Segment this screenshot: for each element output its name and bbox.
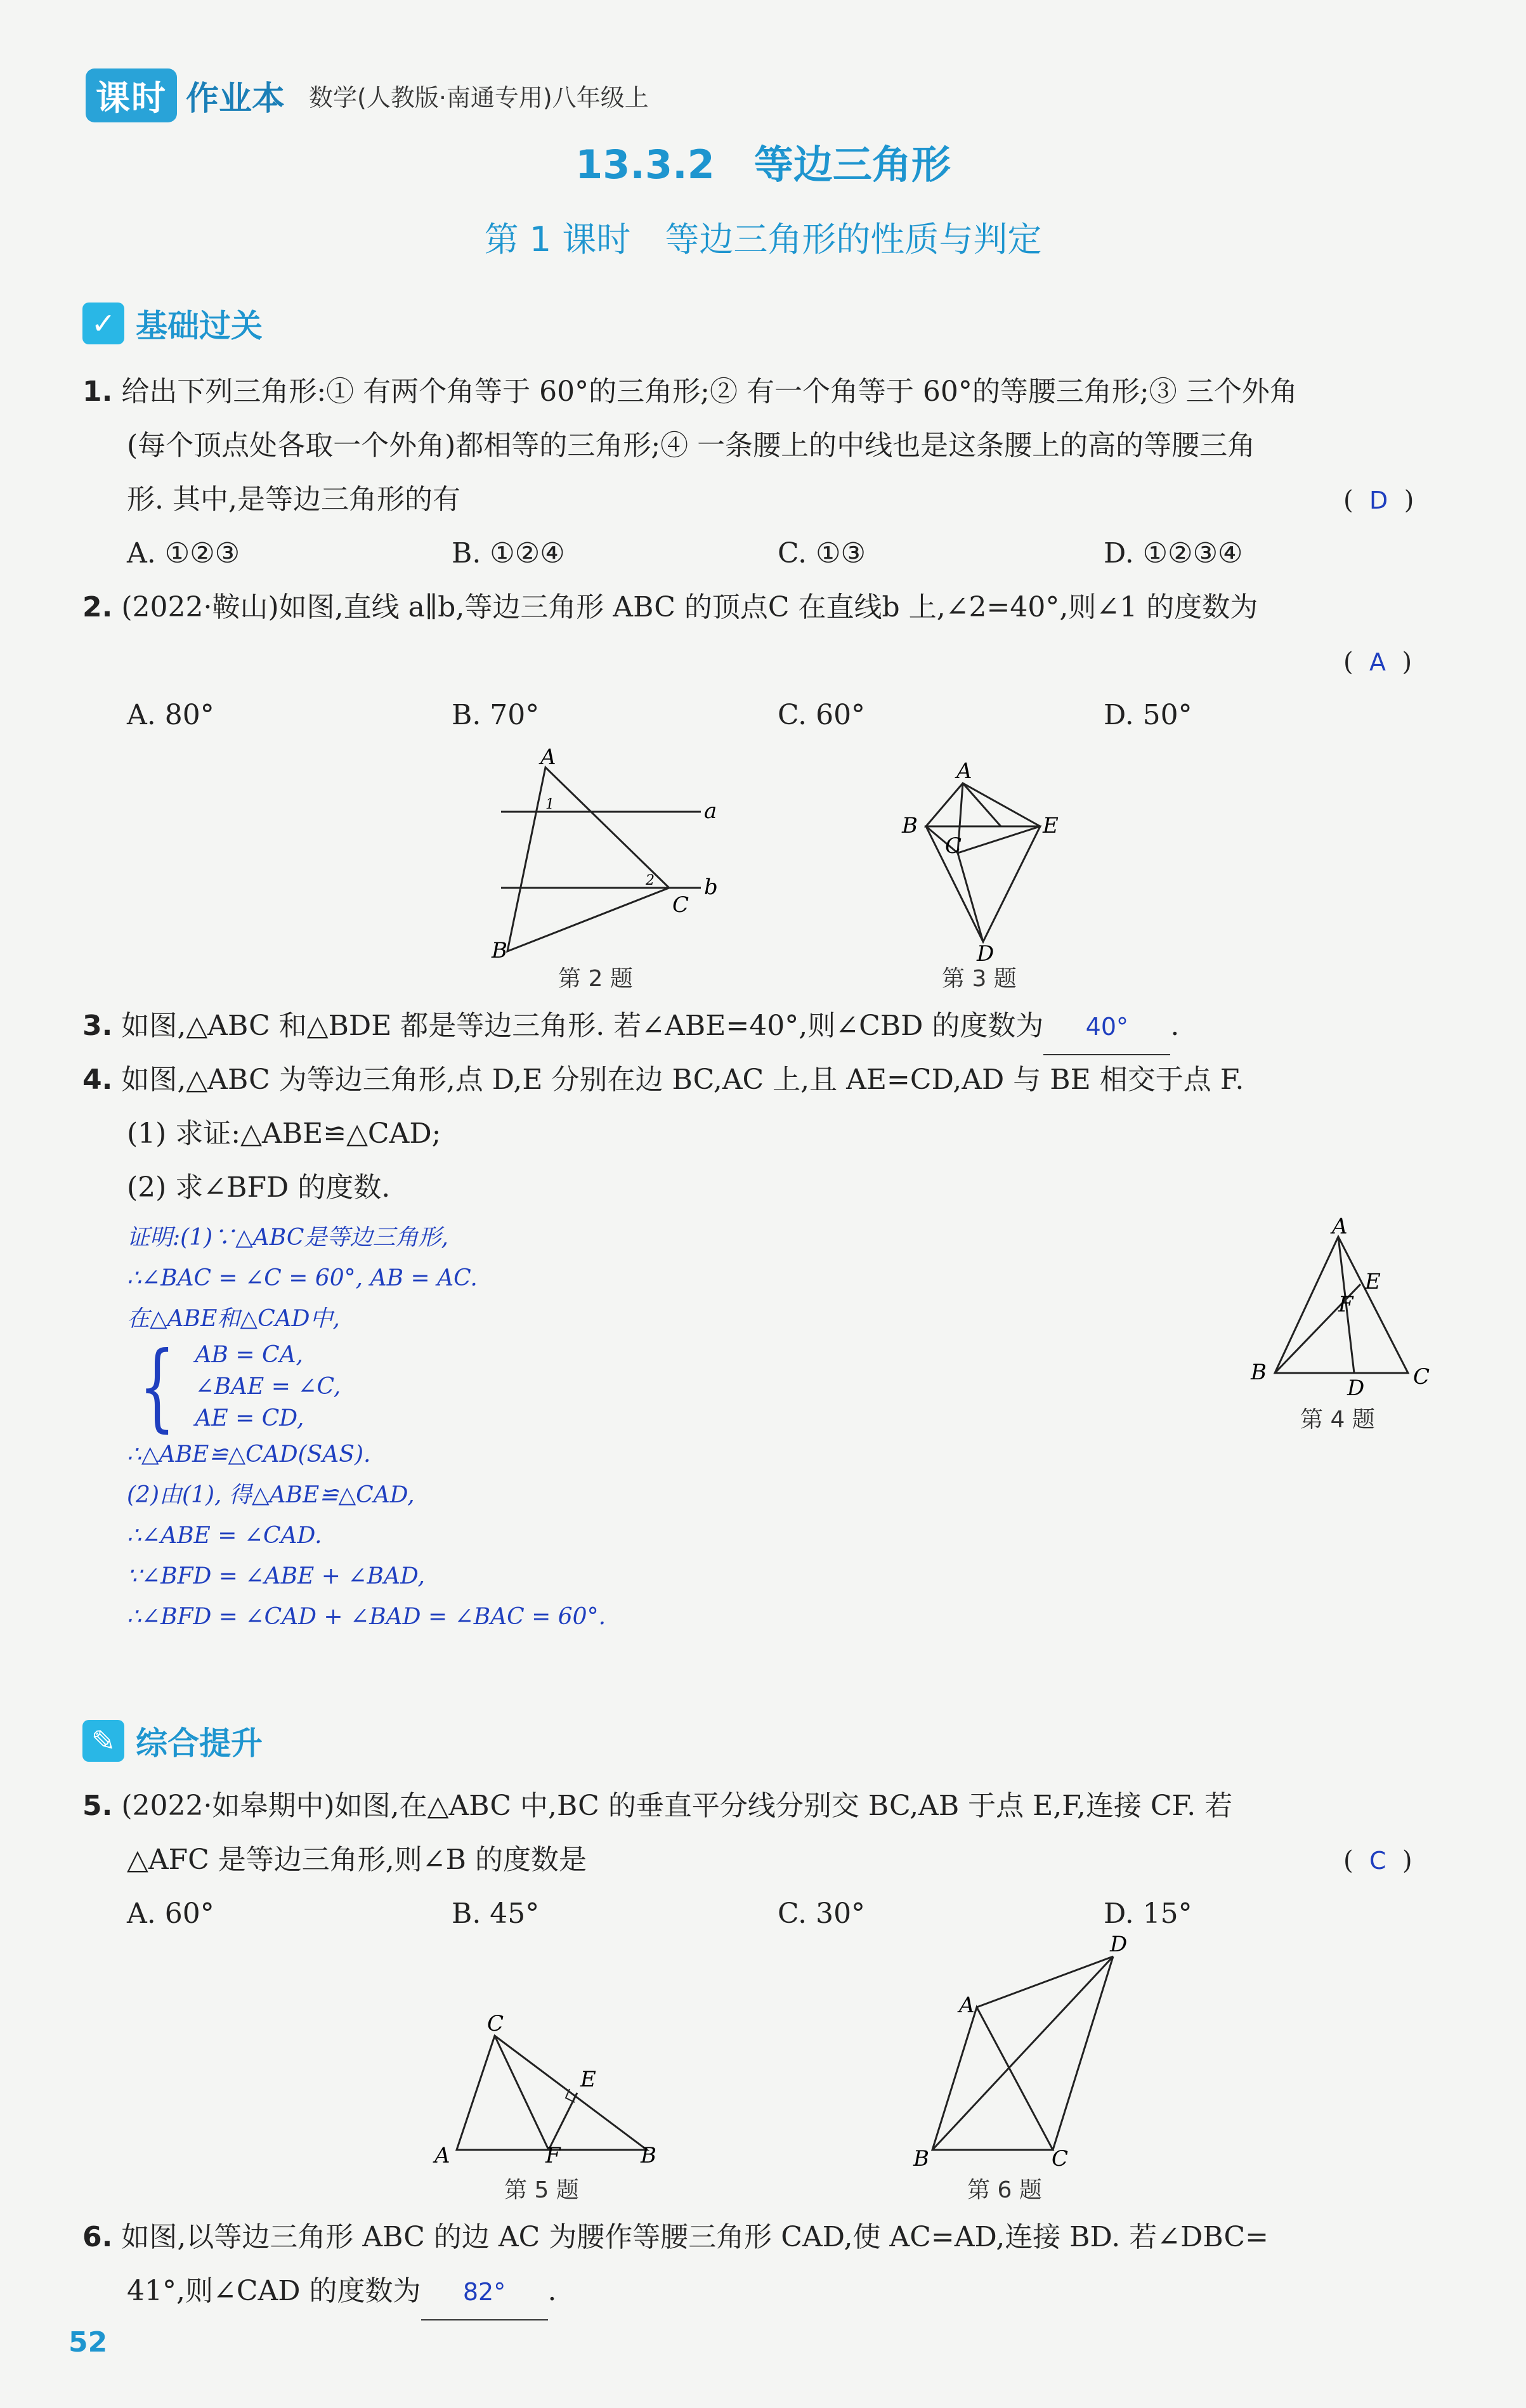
label-line-b: b — [704, 875, 718, 900]
q2-option-d: D. 50° — [1104, 699, 1192, 731]
book-brand: 作业本 — [186, 79, 285, 118]
q3-number: 3. — [82, 1010, 113, 1042]
q3-end: . — [1170, 1010, 1180, 1042]
label-c-f6: C — [1052, 2146, 1069, 2169]
label-d-f4: D — [1347, 1376, 1365, 1395]
q6-end: . — [547, 2275, 557, 2307]
q1-option-b: B. ①②④ — [452, 537, 565, 569]
q1-answer-box: ( D ) — [1343, 486, 1414, 515]
figure-5 — [419, 2010, 672, 2169]
segment-bd — [932, 1956, 1113, 2150]
figure-5-caption: 第 5 题 — [504, 2177, 579, 2203]
q4 — [82, 1053, 1244, 1107]
figure-2-caption: 第 2 题 — [558, 966, 633, 992]
q1-line2: (每个顶点处各取一个外角)都相等的三角形;④ 一条腰上的中线也是这条腰上的高的等腰三角 — [127, 429, 1256, 462]
q2-line1: (2022·鞍山)如图,直线 a∥b,等边三角形 ABC 的顶点C 在直线b 上,∠2=40°,则∠1 的度数为 — [121, 591, 1258, 623]
q1-line1: 给出下列三角形:① 有两个角等于 60°的三角形;② 有一个角等于 60°的等腰三角形;③ 三个外角 — [121, 375, 1298, 408]
check-icon: ✓ — [82, 303, 124, 344]
q6-number: 6. — [82, 2221, 113, 2253]
q5-line2: △AFC 是等边三角形,则∠B 的度数是 — [127, 1844, 587, 1876]
triangle-abc-f3 — [926, 783, 1001, 826]
proof-line-1: 证明:(1)∵△ABC是等边三角形, — [127, 1225, 448, 1251]
label-a: A — [540, 748, 556, 770]
figure-4 — [1243, 1218, 1446, 1395]
q2 — [82, 580, 1258, 634]
segment-cf — [495, 2036, 549, 2150]
label-b-f6: B — [913, 2146, 929, 2169]
q5-number: 5. — [82, 1790, 113, 1822]
q1-option-c: C. ①③ — [778, 537, 866, 569]
page-number: 52 — [68, 2326, 108, 2359]
q5-option-c: C. 30° — [778, 1897, 866, 1930]
label-b-f4: B — [1251, 1360, 1267, 1385]
segment-dc — [1053, 1956, 1113, 2150]
proof-line-3: 在△ABE和△CAD中, — [127, 1306, 340, 1332]
q6-line1: 如图,以等边三角形 ABC 的边 AC 为腰作等腰三角形 CAD,使 AC=AD,连接 BD. 若∠DBC= — [121, 2221, 1269, 2253]
label-angle-1: 1 — [545, 797, 554, 812]
label-b-f5: B — [641, 2143, 656, 2168]
page-header — [86, 70, 649, 120]
figure-3 — [888, 758, 1091, 961]
q2-answer-box: ( A ) — [1343, 648, 1412, 677]
triangle-abc-f6 — [932, 2007, 1053, 2150]
q5 — [82, 1779, 1232, 1833]
q1-option-a: A. ①②③ — [127, 537, 240, 569]
label-b: B — [492, 938, 507, 963]
label-line-a: a — [704, 798, 717, 824]
proof-line-9: ∴∠ABE = ∠CAD. — [127, 1523, 322, 1549]
q2-option-a: A. 80° — [127, 699, 214, 731]
label-a-f4: A — [1332, 1218, 1348, 1239]
q1-answer: D — [1369, 486, 1388, 514]
q1-number: 1. — [82, 375, 113, 408]
proof-system — [127, 1332, 606, 1442]
q2-option-b: B. 70° — [452, 699, 540, 731]
label-angle-2: 2 — [646, 873, 655, 888]
proof-line-7: ∴△ABE≌△CAD(SAS). — [127, 1442, 371, 1468]
label-f-f5: F — [545, 2143, 561, 2168]
proof-line-11: ∴∠BFD = ∠CAD + ∠BAD = ∠BAC = 60°. — [127, 1604, 606, 1630]
triangle-bde — [926, 826, 1040, 942]
label-c-f5: C — [487, 2011, 504, 2036]
segment-ce — [958, 826, 1040, 853]
q5-line1: (2022·如皋期中)如图,在△ABC 中,BC 的垂直平分线分别交 BC,AB 于点 E,F,连接 CF. 若 — [121, 1790, 1233, 1822]
q5-answer: C — [1369, 1847, 1386, 1875]
book-subject: 数学(人教版·南通专用)八年级上 — [309, 83, 649, 112]
proof-line-2: ∴∠BAC = ∠C = 60°, AB = AC. — [127, 1265, 478, 1291]
basic-section-header — [82, 298, 263, 349]
label-e-f3: E — [1043, 813, 1059, 838]
book-logo: 课时 — [86, 68, 177, 122]
q4-sub2: (2) 求∠BFD 的度数. — [127, 1171, 391, 1204]
brace-icon: { — [139, 1332, 176, 1442]
label-e-f4: E — [1365, 1269, 1381, 1294]
label-c-f3: C — [945, 833, 962, 859]
label-d-f3: D — [977, 941, 995, 961]
q5-option-a: A. 60° — [127, 1897, 214, 1930]
label-e-f5: E — [580, 2067, 596, 2092]
q6 — [82, 2210, 1268, 2264]
label-c-f4: C — [1413, 1364, 1430, 1389]
proof-line-10: ∵∠BFD = ∠ABE + ∠BAD, — [127, 1563, 426, 1589]
figure-3-caption: 第 3 题 — [942, 966, 1017, 992]
triangle-abc-f5 — [457, 2036, 647, 2150]
pen-icon: ✎ — [82, 1720, 124, 1762]
label-a-f6: A — [959, 1993, 975, 2018]
section-title: 13.3.2 等边三角形 — [575, 141, 951, 188]
q6-line2-text: 41°,则∠CAD 的度数为 — [127, 2275, 421, 2307]
q5-option-b: B. 45° — [452, 1897, 540, 1930]
q1-option-d: D. ①②③④ — [1104, 537, 1243, 569]
q4-number: 4. — [82, 1064, 113, 1096]
figure-6 — [894, 1931, 1142, 2169]
figure-6-caption: 第 6 题 — [967, 2177, 1042, 2203]
proof-cond-2: ∠BAE = ∠C, — [195, 1374, 341, 1400]
q2-option-c: C. 60° — [778, 699, 866, 731]
q3-text: 如图,△ABC 和△BDE 都是等边三角形. 若∠ABE=40°,则∠CBD 的度数为 — [121, 1010, 1044, 1042]
q2-answer: A — [1369, 648, 1386, 676]
proof-cond-3: AE = CD, — [195, 1405, 304, 1431]
q1-line3: 形. 其中,是等边三角形的有 — [127, 483, 460, 516]
label-a-f5: A — [434, 2143, 450, 2168]
proof-line-8: (2)由(1), 得△ABE≌△CAD, — [127, 1482, 415, 1508]
q2-number: 2. — [82, 591, 113, 623]
label-d-f6: D — [1110, 1932, 1128, 1957]
q5-answer-box: ( C ) — [1343, 1846, 1412, 1875]
label-a-f3: A — [956, 758, 972, 784]
advanced-section-header — [82, 1715, 263, 1766]
label-b-f3: B — [902, 813, 918, 838]
basic-section-label: 基础过关 — [136, 308, 263, 344]
label-c: C — [672, 892, 689, 918]
q6-answer: 82° — [421, 2265, 548, 2320]
segment-ad — [977, 1956, 1113, 2007]
q1 — [82, 365, 1298, 419]
figure-4-caption: 第 4 题 — [1300, 1407, 1375, 1433]
segment-ae — [963, 783, 1040, 826]
q4-sub1: (1) 求证:△ABE≌△CAD; — [127, 1117, 441, 1150]
lesson-title: 第 1 课时 等边三角形的性质与判定 — [484, 219, 1042, 259]
proof-cond-1: AB = CA, — [195, 1342, 303, 1368]
q5-option-d: D. 15° — [1104, 1897, 1192, 1930]
q4-text: 如图,△ABC 为等边三角形,点 D,E 分别在边 BC,AC 上,且 AE=CD,AD 与 BE 相交于点 F. — [121, 1064, 1244, 1096]
label-f-f4: F — [1338, 1292, 1353, 1317]
q3-answer: 40° — [1043, 1000, 1170, 1055]
figure-2 — [469, 748, 748, 964]
q4-proof — [127, 1218, 606, 1637]
triangle-abc — [507, 767, 669, 951]
advanced-section-label: 综合提升 — [136, 1725, 263, 1762]
q3 — [82, 999, 1179, 1055]
q6-line2 — [127, 2264, 557, 2320]
